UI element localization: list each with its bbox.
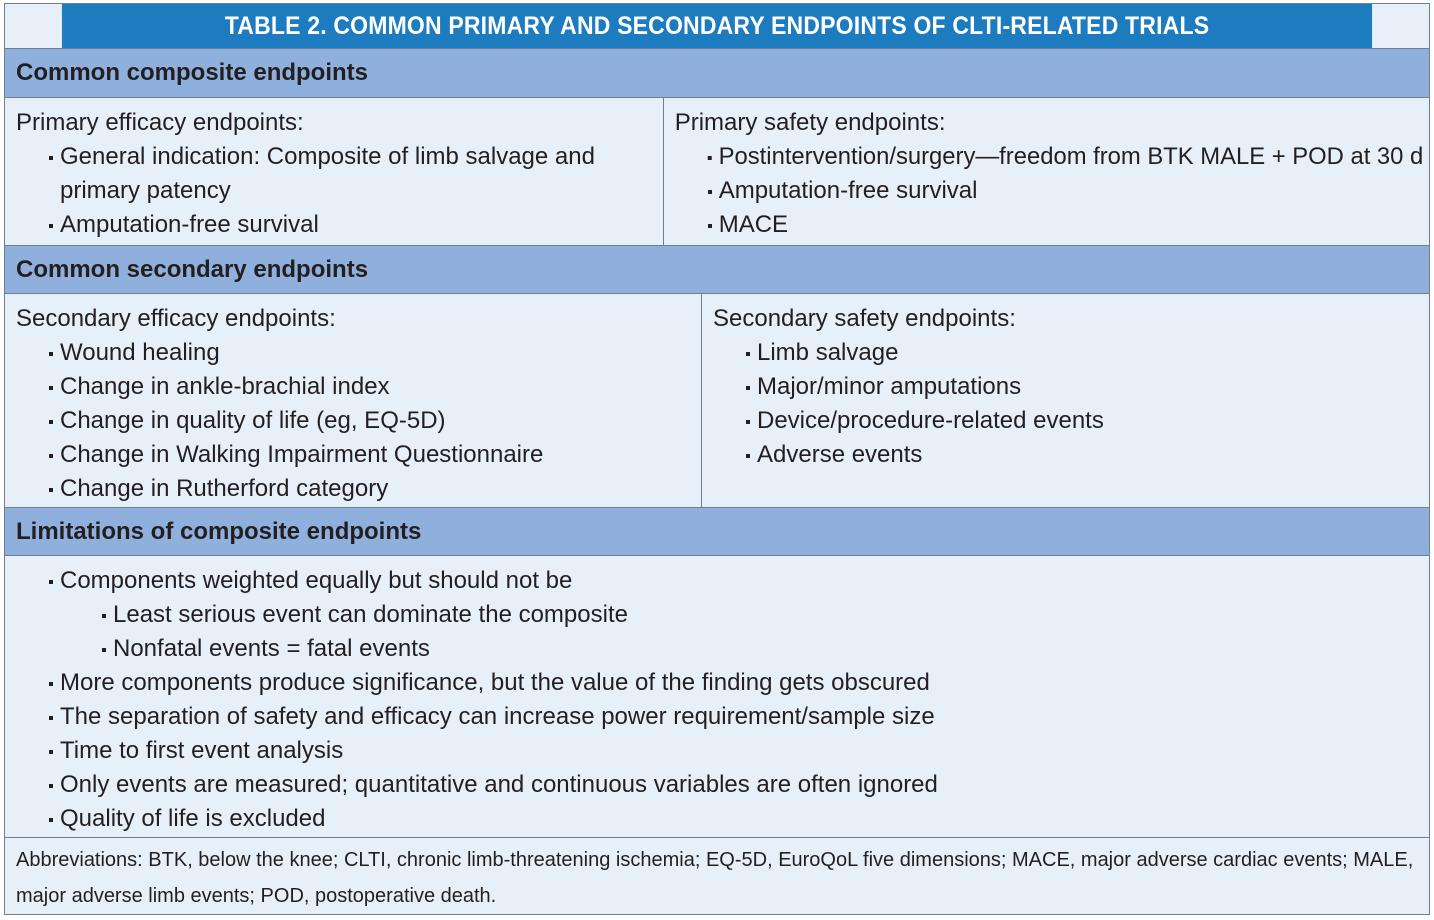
- secondary-safety-list: [713, 336, 1429, 472]
- composite-row: [5, 98, 1429, 245]
- primary-efficacy-heading: Primary efficacy endpoints:: [16, 109, 304, 136]
- list-item: Quality of life is excluded: [16, 802, 1429, 836]
- section-header-secondary: Common secondary endpoints: [5, 245, 1429, 294]
- limitations-list: [16, 564, 1429, 836]
- sub-list-item: Least serious event can dominate the composite: [16, 598, 1429, 632]
- secondary-row: [5, 294, 1429, 507]
- list-item: Amputation-free survival: [16, 208, 663, 242]
- list-item: General indication: Composite of limb salvage and primary patency: [16, 140, 663, 208]
- list-item: Major/minor amputations: [713, 370, 1429, 404]
- list-item: Only events are measured; quantitative and continuous variables are often ignored: [16, 768, 1429, 802]
- secondary-efficacy-cell: [5, 294, 702, 507]
- list-item: MACE: [675, 208, 1429, 242]
- list-item: Limb salvage: [713, 336, 1429, 370]
- secondary-efficacy-heading: Secondary efficacy endpoints:: [16, 305, 336, 332]
- primary-safety-heading: Primary safety endpoints:: [674, 109, 946, 136]
- list-item: Device/procedure-related events: [713, 404, 1429, 438]
- list-item: Wound healing: [16, 336, 701, 370]
- list-item: More components produce significance, but the value of the finding gets obscured: [16, 666, 1429, 700]
- list-item: Change in ankle-brachial index: [16, 370, 701, 404]
- list-item: The separation of safety and efficacy can increase power requirement/sample size: [16, 700, 1429, 734]
- list-item: Change in quality of life (eg, EQ-5D): [16, 404, 701, 438]
- primary-safety-cell: [664, 98, 1429, 245]
- primary-safety-list: [675, 140, 1429, 242]
- primary-efficacy-list: [16, 140, 663, 242]
- list-item: Time to first event analysis: [16, 734, 1429, 768]
- section-header-composite: Common composite endpoints: [5, 48, 1429, 98]
- list-item: Postintervention/surgery—freedom from BTK MALE + POD at 30 d: [675, 140, 1423, 174]
- secondary-efficacy-list: [16, 336, 701, 506]
- endpoints-table: [4, 3, 1430, 915]
- secondary-safety-heading: Secondary safety endpoints:: [713, 305, 1016, 332]
- abbreviations-footnote: Abbreviations: BTK, below the knee; CLTI, chronic limb-threatening ischemia; EQ-5D, EuroQoL five dimensions; MACE, major adverse cardiac events; MALE, major adverse limb events; POD, postoperative death.: [5, 837, 1429, 914]
- secondary-safety-cell: [702, 294, 1429, 507]
- section-header-limitations: Limitations of composite endpoints: [5, 507, 1429, 556]
- list-item: Change in Walking Impairment Questionnaire: [16, 438, 701, 472]
- list-item: Components weighted equally but should not be: [16, 564, 1429, 598]
- limitations-cell: [5, 556, 1429, 837]
- list-item: Amputation-free survival: [675, 174, 1429, 208]
- list-item: Adverse events: [713, 438, 1429, 472]
- list-item: Change in Rutherford category: [16, 472, 701, 506]
- primary-efficacy-cell: [5, 98, 664, 245]
- table-title: TABLE 2. COMMON PRIMARY AND SECONDARY ENDPOINTS OF CLTI-RELATED TRIALS: [62, 4, 1372, 48]
- sub-list-item: Nonfatal events = fatal events: [16, 632, 1429, 666]
